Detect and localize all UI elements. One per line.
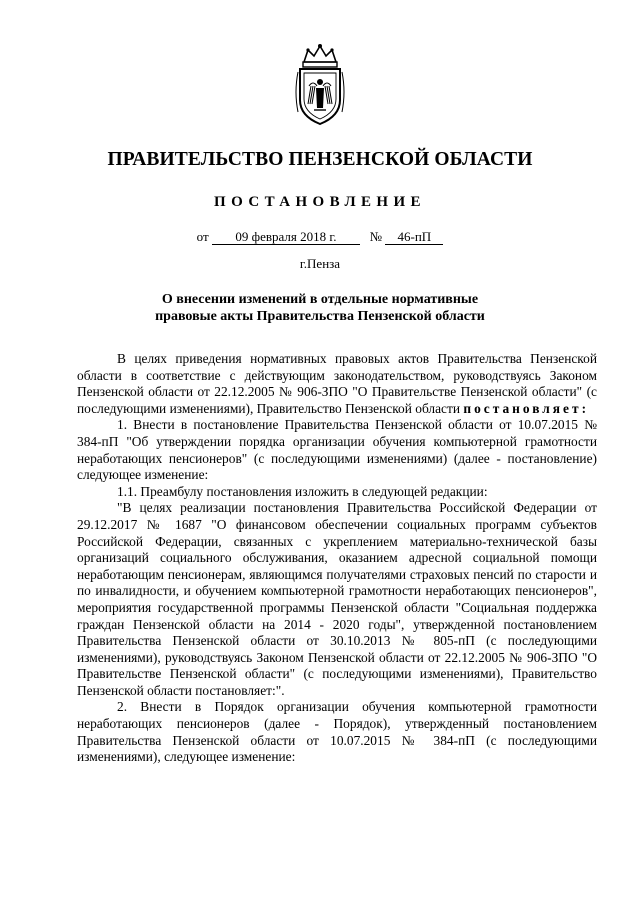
paragraph-item-2: 2. Внести в Порядок организации обучения компьютерной грамотности неработающих пенсионеров (далее - Порядок), утвержденный постановлением Правительства Пензенской области от 10.07.2015 № 384-пП (с последующими изменениями), следующее изменение: [77,699,597,765]
subject-line-2: правовые акты Правительства Пензенской области [155,309,485,324]
document-date: 09 февраля 2018 г. [212,230,360,245]
paragraph-preamble [77,351,597,417]
document-subject [0,291,640,325]
document-number: 46-пП [385,230,443,245]
decree-word: постановляет: [463,400,590,416]
document-body [77,351,597,766]
government-title: ПРАВИТЕЛЬСТВО ПЕНЗЕНСКОЙ ОБЛАСТИ [107,149,533,170]
document-type: ПОСТАНОВЛЕНИЕ [214,194,426,210]
paragraph-item-1-1: 1.1. Преамбулу постановления изложить в следующей редакции: [117,483,488,499]
penza-coat-of-arms-icon [290,42,350,128]
paragraph-quoted-preamble: "В целях реализации постановления Правительства Российской Федерации от 29.12.2017 № 1687 "О финансовом обеспечении социальных программ субъектов Российской Федерации, связанных с укреплением материально-технической базы организаций социального обслуживания, оказанием адресной социальной помощи неработающим пенсионерам, являющимся получателями страховых пенсий по старости и по инвалидности, и обучением компьютерной грамотности неработающих пенсионеров", мероприятия государственной программы Пензенской области "Социальная поддержка граждан Пензенской области на 2014 - 2020 годы", утвержденной постановлением Правительства Пензенской области от 30.10.2013 № 805-пП (с последующими изменениями), руководствуясь Законом Пензенской области от 22.12.2005 № 906-ЗПО "О Правительстве Пензенской области" (с последующими изменениями), Правительство Пензенской области постановляет:". [77,500,597,698]
document-date-line [0,229,640,245]
date-prefix: от [196,229,209,244]
paragraph-item-1: 1. Внести в постановление Правительства Пензенской области от 10.07.2015 № 384-пП "Об утверждении порядка организации обучения компьютерной грамотности неработающих пенсионеров" (с последующими изменениями) (далее - постановление) следующее изменение: [77,417,597,483]
subject-line-1: О внесении изменений в отдельные нормативные [161,292,479,307]
city: г.Пенза [299,256,341,271]
preamble-text: В целях приведения нормативных правовых актов Правительства Пензенской области в соответствие с действующим законодательством, руководствуясь Законом Пензенской области от 22.12.2005 № 906-ЗПО "О Правительстве Пензенской области" (с последующими изменениями), Правительство Пензенской области [77,351,597,416]
number-prefix: № [369,229,383,244]
